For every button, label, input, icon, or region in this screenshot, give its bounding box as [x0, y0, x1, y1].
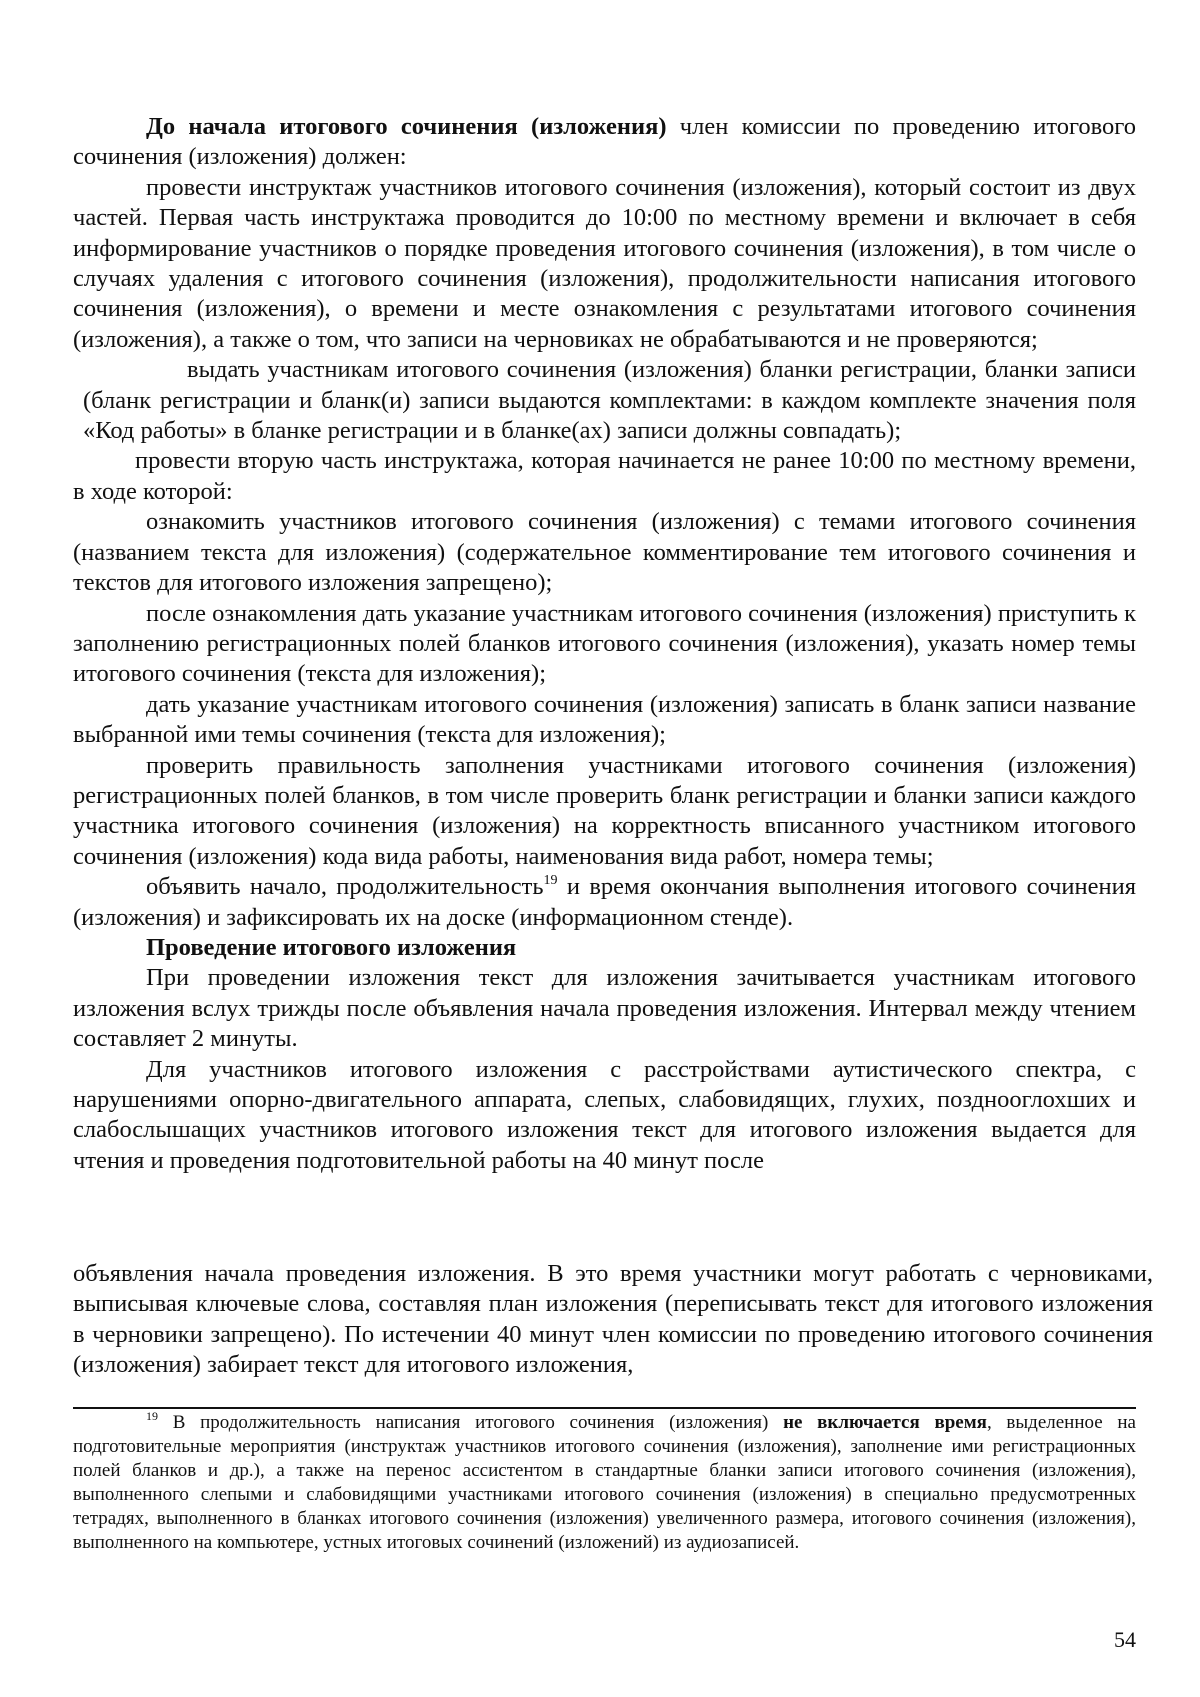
footnote-emphasis: не включается время [783, 1412, 987, 1433]
paragraph-instruction-part1: провести инструктаж участников итогового сочинения (изложения), который состоит из двух частей. Первая часть инструктажа проводится до 10:00 по местному времени и включает в себя информирование участников о порядке проведения итогового сочинения (изложения), в том числе о случаях удаления с итогового сочинения (изложения), продолжительности написания итогового сочинения (изложения), о времени и месте ознакомления с результатами итогового сочинения (изложения), а также о том, что записи на черновиках не обрабатываются и не проверяются; [73, 173, 1136, 353]
paragraph-issue-forms: выдать участникам итогового сочинения (изложения) бланки регистрации, бланки записи (бланк регистрации и бланк(и) записи выдаются комплектами: в каждом комплекте значения поля «Код работы» в бланке регистрации и в бланке(ах) записи должны совпадать); [83, 356, 1136, 445]
footnote-text-before: В продолжительность написания итогового сочинения (изложения) [158, 1412, 784, 1433]
paragraph-topics: ознакомить участников итогового сочинения (изложения) с темами итогового сочинения (названием текста для изложения) (содержательное комментирование тем итогового сочинения и текстов для итогового изложения запрещено); [73, 508, 1136, 597]
paragraph-preparation-time: объявления начала проведения изложения. В это время участники могут работать с черновиками, выписывая ключевые слова, составляя план изложения (переписывать текст для итогового изложения в черновики запрещено). По истечении 40 минут член комиссии по проведению итогового сочинения (изложения) забирает текст для итогового изложения, [73, 1260, 1153, 1379]
section-heading: Проведение итогового изложения [146, 933, 517, 961]
footnote-number: 19 [146, 1409, 158, 1423]
footnote-text-after: , выделенное на подготовительные мероприятия (инструктаж участников итогового сочинения (изложения), заполнение ими регистрационных полей бланков и др.), а также на перенос ассистентом в стандартные бланки записи итогового сочинения (изложения), выполненного слепыми и слабовидящими участниками итогового сочинения (изложения) в специально предусмотренных тетрадях, выполненного в бланках итогового сочинения (изложения) увеличенного размера, итогового сочинения (изложения), выполненного на компьютере, устных итоговых сочинений (изложений) из аудиозаписей. [73, 1412, 1136, 1553]
announce-text-before: объявить начало, продолжительность [146, 873, 544, 901]
page-number: 54 [1114, 1627, 1136, 1652]
paragraph-announce-start [73, 872, 1136, 933]
intro-heading: До начала итогового сочинения (изложения) [146, 113, 667, 140]
footnote-reference: 19 [543, 873, 558, 889]
main-text [73, 112, 1136, 1176]
footnote-separator [73, 1407, 1136, 1409]
footnote [73, 1411, 1136, 1555]
paragraph-intro [73, 112, 1136, 173]
intro-text: член комиссии по проведению итогового сочинения (изложения) должен: [73, 113, 1136, 171]
footnote-text [73, 1411, 1136, 1555]
paragraph-write-title: дать указание участникам итогового сочинения (изложения) записать в бланк записи название выбранной ими темы сочинения (текста для изложения); [73, 690, 1136, 749]
paragraph-fill-fields: после ознакомления дать указание участникам итогового сочинения (изложения) приступить к заполнению регистрационных полей бланков итогового сочинения (изложения), указать номер темы итогового сочинения (текста для изложения); [73, 599, 1136, 688]
main-text-continued [73, 1259, 1153, 1381]
announce-text-after: и время окончания выполнения итогового сочинения (изложения) и зафиксировать их на доске (информационном стенде). [73, 873, 1136, 931]
paragraph-reading: При проведении изложения текст для изложения зачитывается участникам итогового изложения вслух трижды после объявления начала проведения изложения. Интервал между чтением составляет 2 минуты. [73, 964, 1136, 1053]
paragraph-instruction-part2: провести вторую часть инструктажа, которая начинается не ранее 10:00 по местному времени, в ходе которой: [73, 447, 1136, 505]
paragraph-check-fields: проверить правильность заполнения участниками итогового сочинения (изложения) регистрационных полей бланков, в том числе проверить бланк регистрации и бланки записи каждого участника итогового сочинения (изложения) на корректность вписанного участником итогового сочинения (изложения) кода вида работы, наименования вида работ, номера темы; [73, 751, 1136, 870]
paragraph-special-needs: Для участников итогового изложения с расстройствами аутистического спектра, с нарушениями опорно-двигательного аппарата, слепых, слабовидящих, глухих, позднооглохших и слабослышащих участников итогового изложения текст для итогового изложения выдается для чтения и проведения подготовительной работы на 40 минут после [73, 1055, 1136, 1174]
